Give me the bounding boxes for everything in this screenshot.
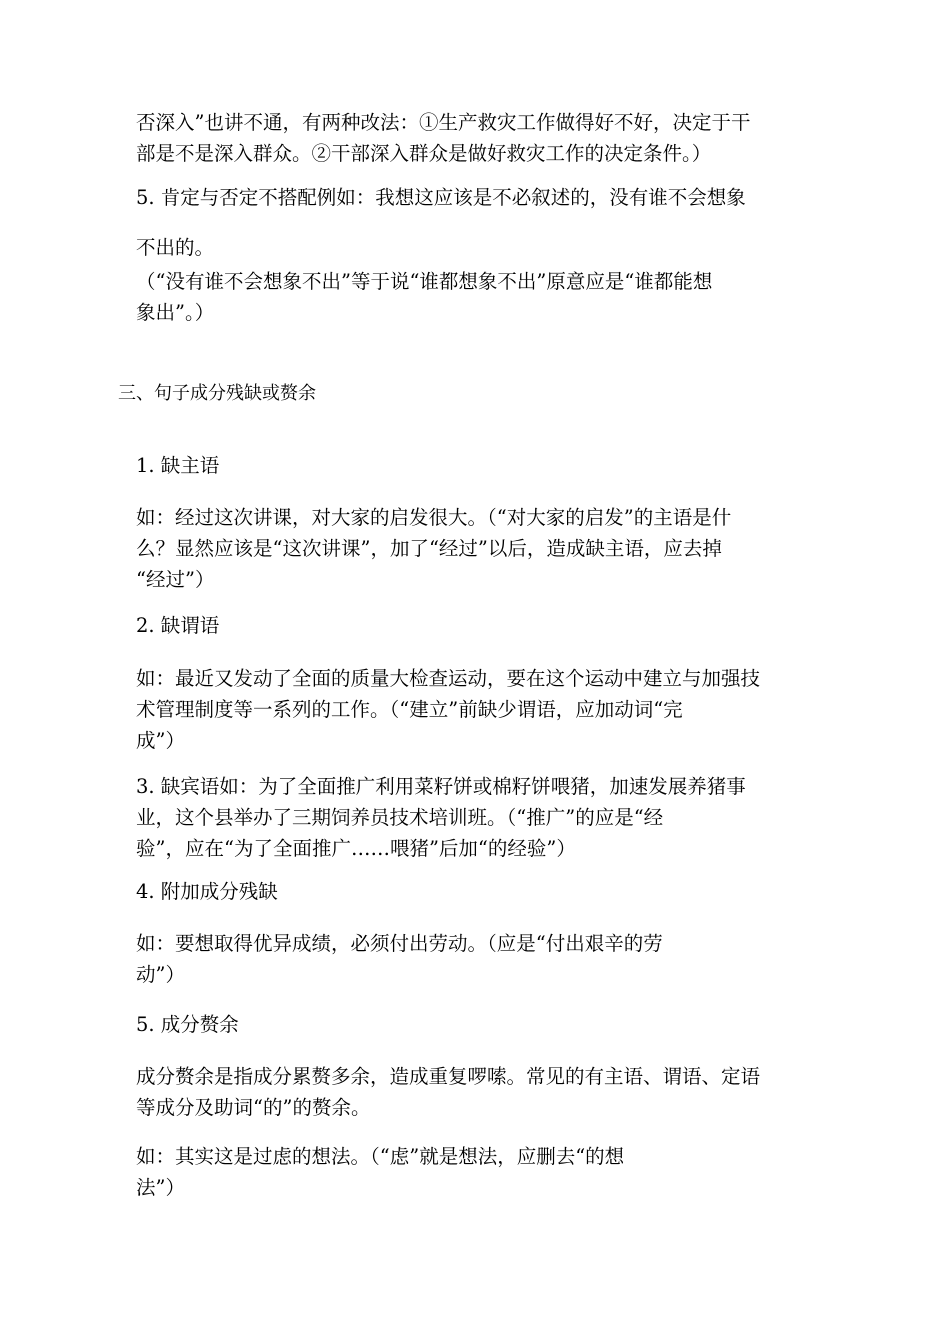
- text-line: 成分赘余是指成分累赘多余，造成重复啰嗦。常见的有主语、谓语、定语: [136, 1065, 761, 1088]
- text-line: 5. 肯定与否定不搭配例如：我想这应该是不必叙述的，没有谁不会想象: [136, 186, 746, 209]
- list-item-4-example: [136, 928, 826, 990]
- text-line: 么？显然应该是“这次讲课”，加了“经过”以后，造成缺主语，应去掉: [136, 537, 722, 560]
- text-line: 象出”。）: [136, 301, 215, 324]
- text-line: 部是不是深入群众。②干部深入群众是做好救灾工作的决定条件。）: [136, 142, 712, 165]
- text-line: （“没有谁不会想象不出”等于说“谁都想象不出”原意应是“谁都能想: [136, 270, 713, 293]
- text-line: 法”）: [136, 1176, 185, 1199]
- list-item-3: [136, 771, 826, 864]
- text-line: 否深入”也讲不通，有两种改法：①生产救灾工作做得好不好，决定于干: [136, 111, 751, 134]
- list-item-2-heading: [136, 610, 826, 641]
- text-line: 2. 缺谓语: [136, 614, 220, 637]
- text-line: 1. 缺主语: [136, 454, 220, 477]
- text-line: 等成分及助词“的”的赘余。: [136, 1096, 371, 1119]
- list-item-2-example: [136, 663, 826, 756]
- text-line: 业，这个县举办了三期饲养员技术培训班。（“推广”的应是“经: [136, 806, 664, 829]
- text-line: 如：要想取得优异成绩，必须付出劳动。（应是“付出艰辛的劳: [136, 932, 663, 955]
- paragraph-correction-note: [136, 107, 826, 169]
- list-item-1-heading: [136, 450, 826, 481]
- text-line: 5. 成分赘余: [136, 1013, 239, 1036]
- text-line: 动”）: [136, 963, 185, 986]
- text-line: 4. 附加成分残缺: [136, 880, 278, 903]
- text-line: “经过”）: [136, 568, 215, 591]
- text-line: 验”，应在“为了全面推广……喂猪”后加“的经验”）: [136, 837, 576, 860]
- list-item-5-heading: [136, 182, 826, 213]
- text-line: 术管理制度等一系列的工作。（“建立”前缺少谓语，应加动词“完: [136, 698, 683, 721]
- list-item-5-continuation: [136, 232, 826, 263]
- text-line: 3. 缺宾语如：为了全面推广利用菜籽饼或棉籽饼喂猪，加速发展养猪事: [136, 775, 746, 798]
- list-item-5b-description: [136, 1061, 826, 1123]
- list-item-5b-heading: [136, 1009, 826, 1040]
- section-heading: 三、句子成分残缺或赘余: [118, 383, 316, 404]
- list-item-5b-example: [136, 1141, 826, 1203]
- text-line: 不出的。: [136, 236, 215, 259]
- list-item-1-example: [136, 502, 826, 595]
- list-item-4-heading: [136, 876, 826, 907]
- text-line: 如：其实这是过虑的想法。（“虑”就是想法，应删去“的想: [136, 1145, 625, 1168]
- text-line: 成”）: [136, 729, 185, 752]
- text-line: 如：经过这次讲课，对大家的启发很大。（“对大家的启发”的主语是什: [136, 506, 732, 529]
- list-item-5-note: [136, 266, 826, 328]
- text-line: 如：最近又发动了全面的质量大检查运动，要在这个运动中建立与加强技: [136, 667, 761, 690]
